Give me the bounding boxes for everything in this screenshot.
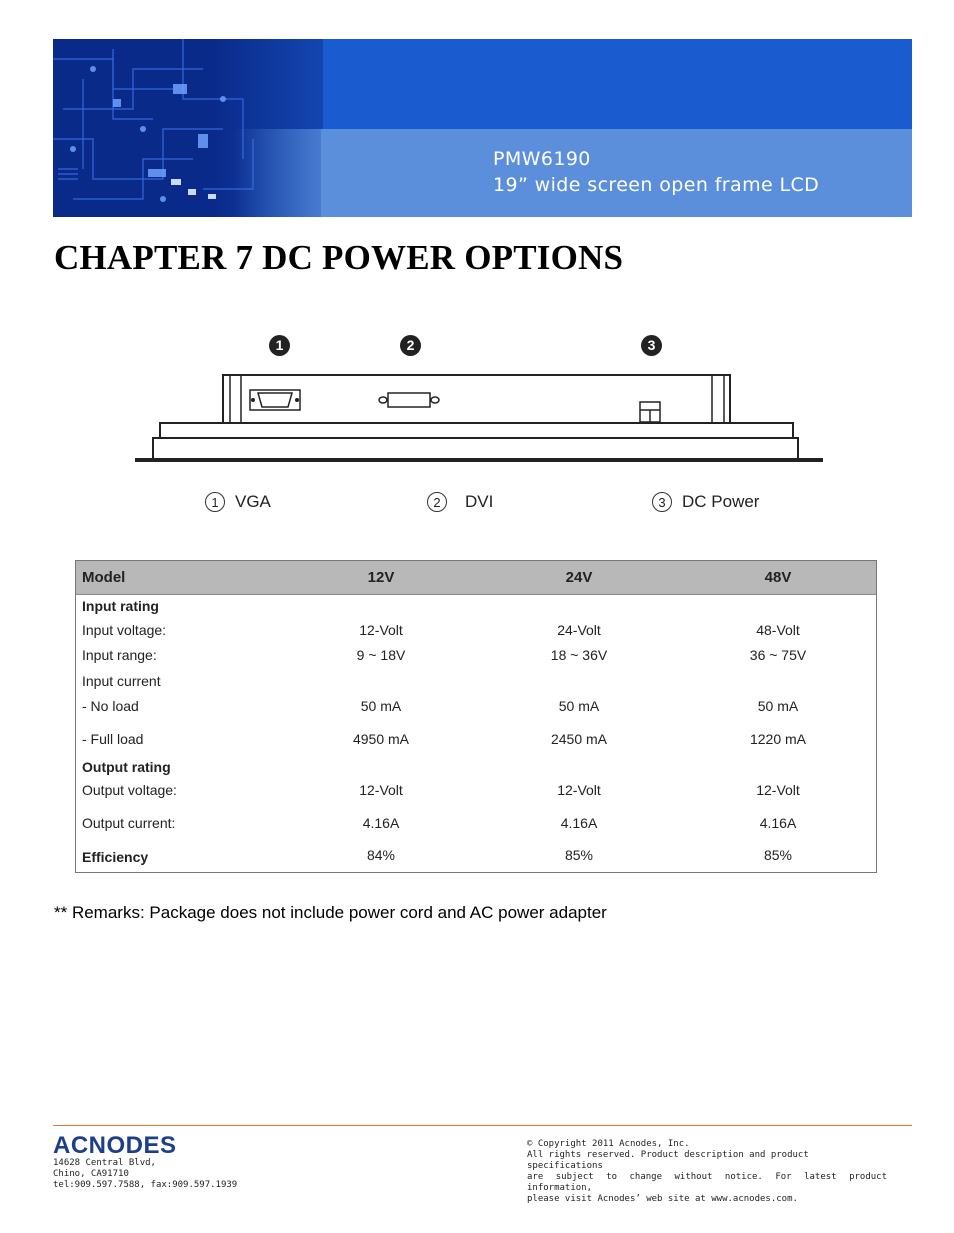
legend-number: 3 bbox=[652, 492, 672, 512]
table-cell: 50 mA bbox=[360, 698, 402, 714]
copyright-line: are subject to change without notice. For latest product information, bbox=[527, 1172, 887, 1193]
legend-dc-power bbox=[652, 492, 759, 512]
table-cell: 9 ~ 18V bbox=[356, 647, 406, 663]
table-cell: 48-Volt bbox=[756, 622, 800, 638]
table-cell: 4950 mA bbox=[352, 731, 410, 747]
legend-label: DC Power bbox=[682, 492, 760, 511]
table-cell: 12-Volt bbox=[359, 782, 403, 798]
table-cell: 4.16A bbox=[362, 815, 400, 831]
legend-number: 1 bbox=[205, 492, 225, 512]
row-label: Output voltage: bbox=[82, 782, 177, 798]
copyright-notice bbox=[527, 1139, 887, 1205]
acnodes-logo bbox=[53, 1130, 213, 1160]
table-cell: 50 mA bbox=[558, 698, 600, 714]
table-cell: 85% bbox=[763, 847, 793, 863]
remarks-text: ** Remarks: Package does not include power cord and AC power adapter bbox=[54, 903, 607, 922]
table-cell: 12-Volt bbox=[557, 782, 601, 798]
banner-lower-band bbox=[321, 129, 912, 217]
dc-power-jack-icon bbox=[640, 402, 660, 422]
row-label: Input range: bbox=[82, 647, 157, 663]
table-cell: 12-Volt bbox=[756, 782, 800, 798]
table-cell: 2450 mA bbox=[550, 731, 608, 747]
callout-2-icon: 2 bbox=[400, 335, 421, 356]
table-cell: 1220 mA bbox=[749, 731, 807, 747]
footer-divider bbox=[53, 1125, 912, 1126]
row-label: Input voltage: bbox=[82, 622, 167, 638]
table-cell: 36 ~ 75V bbox=[749, 647, 807, 663]
row-label: - Full load bbox=[82, 731, 144, 747]
legend-number: 2 bbox=[427, 492, 447, 512]
rear-panel-diagram bbox=[130, 360, 830, 470]
table-cell: 24-Volt bbox=[557, 622, 601, 638]
callout-1-icon: 1 bbox=[269, 335, 290, 356]
product-model: PMW6190 bbox=[493, 148, 591, 170]
table-header-24v: 24V bbox=[565, 569, 593, 586]
row-label: - No load bbox=[82, 698, 139, 714]
address-line: Chino, CA91710 bbox=[53, 1169, 129, 1179]
callout-3-icon: 3 bbox=[641, 335, 662, 356]
table-header-12v: 12V bbox=[367, 569, 395, 586]
row-label: Input current bbox=[82, 673, 161, 689]
legend-label: VGA bbox=[235, 492, 271, 511]
logo-text: ACNODES bbox=[53, 1132, 177, 1159]
company-address bbox=[53, 1158, 237, 1191]
copyright-line: © Copyright 2011 Acnodes, Inc. bbox=[527, 1139, 690, 1149]
address-line: 14628 Central Blvd, bbox=[53, 1158, 156, 1168]
legend-vga bbox=[205, 492, 271, 512]
table-cell: 12-Volt bbox=[359, 622, 403, 638]
row-label: Output current: bbox=[82, 815, 176, 831]
dvi-connector-icon bbox=[379, 393, 439, 407]
table-cell: 50 mA bbox=[757, 698, 799, 714]
table-cell: 18 ~ 36V bbox=[550, 647, 608, 663]
table-cell: 84% bbox=[366, 847, 396, 863]
banner-lower-gradient bbox=[233, 129, 353, 217]
header-banner bbox=[53, 39, 912, 217]
vga-connector-icon bbox=[250, 390, 300, 410]
row-label: Efficiency bbox=[82, 849, 149, 865]
table-cell: 4.16A bbox=[560, 815, 598, 831]
chapter-title: CHAPTER 7 DC POWER OPTIONS bbox=[54, 238, 624, 277]
row-label: Input rating bbox=[82, 598, 159, 614]
table-header-48v: 48V bbox=[764, 569, 792, 586]
legend-dvi bbox=[427, 492, 493, 512]
copyright-line: please visit Acnodes’ web site at www.acnodes.com. bbox=[527, 1194, 798, 1204]
table-cell: 85% bbox=[564, 847, 594, 863]
dc-power-spec-table bbox=[75, 560, 877, 873]
contact-line: tel:909.597.7588, fax:909.597.1939 bbox=[53, 1180, 238, 1190]
product-subtitle: 19” wide screen open frame LCD bbox=[493, 174, 820, 196]
table-cell: 4.16A bbox=[759, 815, 797, 831]
legend-label: DVI bbox=[465, 492, 494, 511]
row-label: Output rating bbox=[82, 759, 171, 775]
copyright-line: All rights reserved. Product description and product specifications bbox=[527, 1150, 809, 1171]
table-header-model: Model bbox=[82, 569, 126, 586]
